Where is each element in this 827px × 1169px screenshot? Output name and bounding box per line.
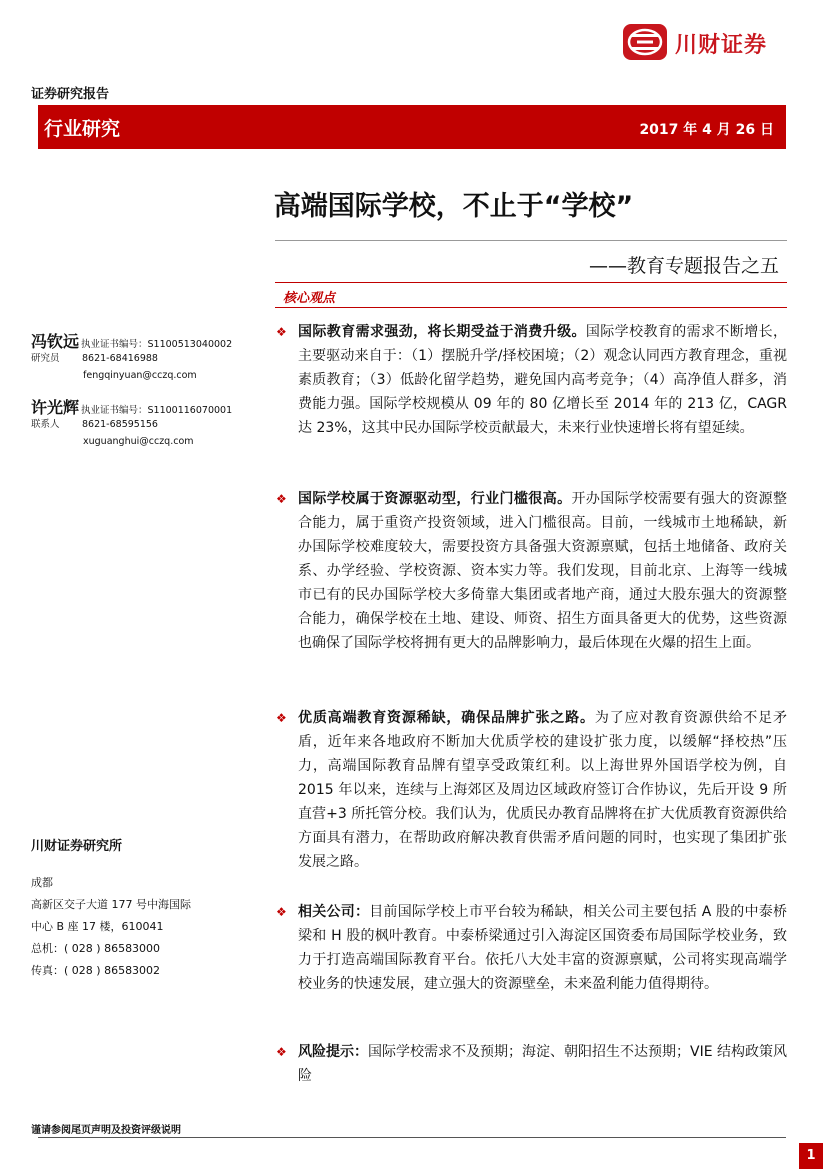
analyst-name: 冯钦远 — [31, 332, 80, 351]
report-type: 证券研究报告 — [31, 87, 110, 102]
key-point — [276, 1040, 787, 1088]
point-text: 国际学校教育的需求不断增长，主要驱动来自于：（1）摆脱升学/择校困境；（2）观念认同西方教育理念，重视素质教育；（3）低龄化留学趋势，避免国内高考竞争；（4）高净值人群多，消费能力强。国际学校规模从 09 年的 80 亿增长至 2014 年的 213 亿，CAGR 达 23%，这其中民办国际学校贡献最大，未来行业快速增长将有望延续。 — [298, 324, 788, 436]
address-tel: 总机：( 028 ) 86583000 — [31, 942, 161, 955]
analyst-card — [31, 399, 261, 450]
address-line: 高新区交子大道 177 号中海国际 — [31, 898, 191, 911]
cert-label: 执业证书编号： — [81, 405, 148, 416]
cert-number: S1100116070001 — [147, 405, 233, 416]
disclaimer-note: 谨请参阅尾页声明及投资评级说明 — [31, 1125, 181, 1136]
analyst-name: 许光辉 — [31, 398, 80, 417]
diamond-bullet-icon: ❖ — [276, 1045, 287, 1059]
address-line: 中心 B 座 17 楼，610041 — [31, 920, 164, 933]
point-heading: 国际学校属于资源驱动型，行业门槛很高。 — [298, 491, 572, 507]
analyst-role: 联系人 — [31, 419, 60, 430]
diamond-bullet-icon: ❖ — [276, 905, 287, 919]
analyst-role: 研究员 — [31, 353, 60, 364]
report-date: 2017 年 4 月 26 日 — [639, 122, 774, 138]
diamond-bullet-icon: ❖ — [276, 492, 287, 506]
logo-icon — [621, 22, 669, 62]
key-point — [276, 706, 787, 874]
brand-name: 川财证券 — [675, 33, 768, 58]
institute-name: 川财证券研究所 — [31, 839, 123, 854]
point-text: 开办国际学校需要有强大的资源整合能力，属于重资产投资领域，进入门槛很高。目前，一线城市土地稀缺，新办国际学校难度较大，需要投资方具备强大资源禀赋，包括土地储备、政府关系、办学经验、学校资源、资本实力等。我们发现，目前北京、上海等一线城市已有的民办国际学校大多倚靠大集团或者地产商，通过大股东强大的资源整合能力，确保学校在土地、建设、师资、招生方面具备更大的优势，这些资源也确保了国际学校将拥有更大的品牌影响力，最后体现在火爆的招生上面。 — [298, 491, 787, 651]
point-text: 目前国际学校上市平台较为稀缺，相关公司主要包括 A 股的中泰桥梁和 H 股的枫叶教育。中泰桥梁通过引入海淀区国资委布局国际学校业务，致力于打造高端国际教育平台。依托八大处丰富的资源禀赋，公司将实现高端学校业务的快速发展，建立强大的资源壁垒，未来盈利能力值得期待。 — [298, 904, 788, 992]
category-banner — [38, 105, 786, 149]
analyst-phone: 8621-68416988 — [82, 353, 158, 364]
address-fax: 传真：( 028 ) 86583002 — [31, 964, 161, 977]
key-point — [276, 487, 787, 655]
cert-number: S1100513040002 — [147, 339, 233, 350]
institute-address — [31, 872, 191, 982]
point-text: 为了应对教育资源供给不足矛盾，近年来各地政府不断加大优质学校的建设扩张力度，以缓解“择校热”压力，高端国际教育品牌有望享受政策红利。以上海世界外国语学校为例，自 2015 年以来，连续与上海郊区及周边区域政府签订合作协议，先后开设 9 所直营+3 所托管分校。我们认为，优质民办教育品牌将在扩大优质教育资源供给方面具有潜力，在帮助政府解决教育供需矛盾问题的同时，也实现了集团扩张发展之路。 — [298, 710, 787, 870]
key-point — [276, 900, 787, 996]
analyst-card — [31, 333, 261, 384]
diamond-bullet-icon: ❖ — [276, 711, 287, 725]
cert-label: 执业证书编号： — [81, 339, 148, 350]
brand-logo — [621, 22, 791, 62]
point-heading: 优质高端教育资源稀缺，确保品牌扩张之路。 — [298, 710, 595, 726]
address-city: 成都 — [31, 876, 53, 889]
analyst-phone: 8621-68595156 — [82, 419, 158, 430]
page-number: 1 — [799, 1143, 823, 1169]
footer-divider — [38, 1137, 786, 1138]
title-divider — [275, 240, 787, 241]
key-point — [276, 320, 787, 440]
report-title: 高端国际学校，不止于“学校” — [273, 191, 634, 222]
point-heading: 风险提示： — [298, 1044, 368, 1060]
core-views-header — [275, 282, 787, 308]
core-views-label: 核心观点 — [283, 291, 336, 306]
analyst-email[interactable]: fengqinyuan@cczq.com — [83, 370, 197, 381]
report-subtitle: ——教育专题报告之五 — [588, 255, 779, 277]
point-heading: 国际教育需求强劲，将长期受益于消费升级。 — [298, 324, 586, 340]
report-category: 行业研究 — [44, 118, 121, 140]
diamond-bullet-icon: ❖ — [276, 325, 287, 339]
point-heading: 相关公司： — [298, 904, 370, 920]
point-text: 国际学校需求不及预期；海淀、朝阳招生不达预期；VIE 结构政策风险 — [298, 1044, 788, 1084]
analyst-email[interactable]: xuguanghui@cczq.com — [83, 436, 194, 447]
